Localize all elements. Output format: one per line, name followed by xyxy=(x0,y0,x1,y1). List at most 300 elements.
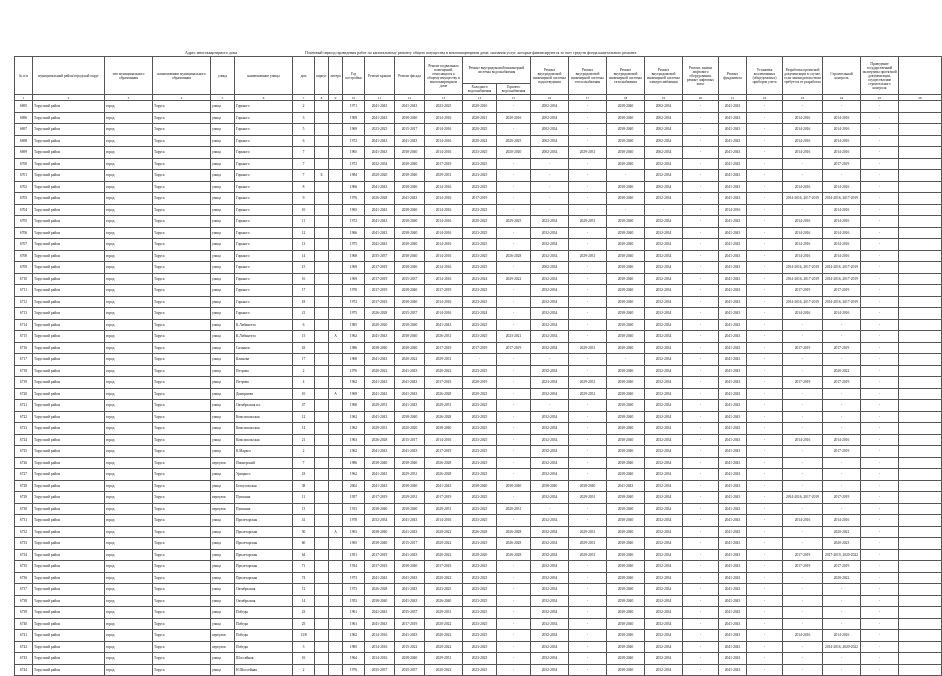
cell-meter: - xyxy=(747,492,783,504)
cell-heat: - xyxy=(569,296,607,308)
cell-gvs: - xyxy=(497,124,531,136)
cell-power: 2032-2034 xyxy=(645,653,683,665)
cell-hvs: 2023-2025 xyxy=(463,250,497,262)
cell-extra xyxy=(899,400,942,412)
cell-type: город xyxy=(105,285,153,297)
cell-control: 2014-2016 xyxy=(823,147,861,159)
cell-st: улица xyxy=(211,227,235,239)
cell-locality: Таруса xyxy=(153,227,211,239)
cell-type: город xyxy=(105,204,153,216)
cell-lit xyxy=(329,434,343,446)
cell-expert: - xyxy=(861,584,899,596)
cell-district: Тарусский район xyxy=(33,216,105,228)
cell-extra xyxy=(899,457,942,469)
cell-no: 6698 xyxy=(15,135,33,147)
cell-extra xyxy=(899,572,942,584)
cell-basement: 2026-2028 xyxy=(425,388,463,400)
cell-locality: Таруса xyxy=(153,124,211,136)
cell-gas: 2038-2040 xyxy=(607,296,645,308)
cell-street: Октябрьская xyxy=(235,584,293,596)
cell-gas: 2038-2040 xyxy=(607,112,645,124)
cell-bld xyxy=(315,641,329,653)
cell-lit xyxy=(329,492,343,504)
cell-bld xyxy=(315,572,329,584)
cell-design: - xyxy=(783,538,823,550)
cell-meter: - xyxy=(747,480,783,492)
cell-gas: 2038-2040 xyxy=(607,158,645,170)
cell-basement: 2020-2022 xyxy=(425,526,463,538)
cell-lit xyxy=(329,664,343,676)
cell-basement: 2020-2022 xyxy=(425,572,463,584)
cell-facade: 2041-2043 xyxy=(395,101,425,113)
cell-type: город xyxy=(105,354,153,366)
cell-roof: 2041-2043 xyxy=(365,388,395,400)
cell-gas: 2038-2040 xyxy=(607,388,645,400)
cell-house: 3 xyxy=(293,112,315,124)
cell-lit xyxy=(329,503,343,515)
cell-extra xyxy=(899,227,942,239)
cell-lit xyxy=(329,423,343,435)
cell-facade: 2041-2043 xyxy=(395,572,425,584)
table-row xyxy=(15,653,942,665)
cell-bld xyxy=(315,135,329,147)
table-row xyxy=(15,503,942,515)
cell-lit xyxy=(329,158,343,170)
cell-gvs: - xyxy=(497,595,531,607)
table-row xyxy=(15,561,942,573)
cell-drain: 2032-2034 xyxy=(531,342,569,354)
cell-type: город xyxy=(105,365,153,377)
cell-heat: - xyxy=(569,101,607,113)
cell-bld xyxy=(315,630,329,642)
cell-basement: 2014-2016 xyxy=(425,135,463,147)
cell-gas: 2038-2040 xyxy=(607,319,645,331)
cell-gvs: - xyxy=(497,572,531,584)
cell-drain: 2002-2034 xyxy=(531,112,569,124)
cell-expert: - xyxy=(861,515,899,527)
cell-house: 2 xyxy=(293,446,315,458)
cell-design: 2014-2016 xyxy=(783,630,823,642)
cell-type: город xyxy=(105,112,153,124)
cell-gvs: - xyxy=(497,377,531,389)
cell-year: 1978 xyxy=(343,515,365,527)
cell-heat: - xyxy=(569,630,607,642)
cell-street: Горького xyxy=(235,147,293,159)
cell-meter: - xyxy=(747,170,783,182)
cell-st: улица xyxy=(211,400,235,412)
cell-no: 6741 xyxy=(15,630,33,642)
cell-expert: - xyxy=(861,630,899,642)
cell-facade: 2038-2040 xyxy=(395,158,425,170)
cell-bld xyxy=(315,400,329,412)
cell-district: Тарусский район xyxy=(33,135,105,147)
cell-gvs: - xyxy=(497,204,531,216)
cell-drain: - xyxy=(531,204,569,216)
cell-foundation: 2041-2043 xyxy=(719,446,747,458)
cell-year: 1968 xyxy=(343,354,365,366)
cell-street: Горького xyxy=(235,216,293,228)
cell-meter: - xyxy=(747,319,783,331)
cell-gas: 2038-2040 xyxy=(607,377,645,389)
cell-st: улица xyxy=(211,480,235,492)
cell-roof: 2020-2022 xyxy=(365,365,395,377)
cell-type: город xyxy=(105,273,153,285)
cell-expert: - xyxy=(861,607,899,619)
cell-type: город xyxy=(105,227,153,239)
cell-heat: - xyxy=(569,273,607,285)
cell-basement: 2029-2031 xyxy=(425,170,463,182)
cell-design: - xyxy=(783,354,823,366)
cell-st: улица xyxy=(211,595,235,607)
cell-lift: - xyxy=(683,124,719,136)
cell-extra xyxy=(899,193,942,205)
cell-extra xyxy=(899,331,942,343)
header-street: наименование улицы xyxy=(235,57,293,95)
cell-extra xyxy=(899,147,942,159)
cell-no: 6708 xyxy=(15,250,33,262)
header-cold-water: Холодного водоснабжения xyxy=(463,84,497,95)
cell-foundation: 2041-2043 xyxy=(719,584,747,596)
cell-heat: 2029-2031 xyxy=(569,388,607,400)
cell-hvs: 2023-2025 xyxy=(463,411,497,423)
cell-roof: 2038-2040 xyxy=(365,595,395,607)
cell-expert: - xyxy=(861,273,899,285)
cell-drain: 2032-2034 xyxy=(531,227,569,239)
cell-locality: Таруса xyxy=(153,308,211,320)
cell-extra xyxy=(899,285,942,297)
cell-lift: - xyxy=(683,503,719,515)
cell-foundation: 2041-2043 xyxy=(719,549,747,561)
table-row xyxy=(15,273,942,285)
cell-locality: Таруса xyxy=(153,446,211,458)
cell-meter: - xyxy=(747,147,783,159)
cell-roof: 2041-2043 xyxy=(365,204,395,216)
cell-roof: 2041-2043 xyxy=(365,446,395,458)
header-control: Строительный контроль xyxy=(823,57,861,95)
table-row xyxy=(15,457,942,469)
cell-lift: - xyxy=(683,377,719,389)
cell-year: 1972 xyxy=(343,158,365,170)
cell-control: - xyxy=(823,423,861,435)
cell-power: 2032-2034 xyxy=(645,273,683,285)
cell-year: 1962 xyxy=(343,630,365,642)
cell-lift: - xyxy=(683,515,719,527)
cell-foundation: 2041-2043 xyxy=(719,273,747,285)
cell-extra xyxy=(899,158,942,170)
cell-year: 1970 xyxy=(343,285,365,297)
cell-facade: 2038-2040 xyxy=(395,653,425,665)
cell-gvs: - xyxy=(497,469,531,481)
cell-bld xyxy=(315,618,329,630)
cell-heat: - xyxy=(569,365,607,377)
cell-hvs: 2023-2025 xyxy=(463,618,497,630)
cell-gas: 2038-2040 xyxy=(607,503,645,515)
cell-power: 2032-2034 xyxy=(645,342,683,354)
cell-locality: Таруса xyxy=(153,377,211,389)
cell-drain: 2032-2034 xyxy=(531,595,569,607)
cell-foundation: 2041-2043 xyxy=(719,423,747,435)
cell-power: 2032-2034 xyxy=(645,354,683,366)
cell-heat: - xyxy=(569,561,607,573)
table-row xyxy=(15,308,942,320)
cell-lit xyxy=(329,549,343,561)
cell-lit xyxy=(329,147,343,159)
cell-street: Горького xyxy=(235,101,293,113)
cell-foundation: 2041-2043 xyxy=(719,377,747,389)
cell-gvs: - xyxy=(497,607,531,619)
table-row xyxy=(15,354,942,366)
cell-year: 1972 xyxy=(343,135,365,147)
cell-lit xyxy=(329,572,343,584)
cell-control: 2020-2022 xyxy=(823,526,861,538)
cell-heat: - xyxy=(569,204,607,216)
cell-locality: Таруса xyxy=(153,158,211,170)
cell-control: 2014-2016 xyxy=(823,227,861,239)
cell-control: - xyxy=(823,354,861,366)
cell-control: 2014-2016, 2017-2019 xyxy=(823,273,861,285)
cell-control: 2017-2019 xyxy=(823,158,861,170)
cell-type: город xyxy=(105,618,153,630)
cell-power: 2032-2034 xyxy=(645,618,683,630)
cell-basement: 2017-2019 xyxy=(425,285,463,297)
cell-lit xyxy=(329,469,343,481)
cell-hvs: 2023-2025 xyxy=(463,181,497,193)
cell-gas: 2038-2040 xyxy=(607,538,645,550)
cell-hvs: 2023-2025 xyxy=(463,641,497,653)
cell-year: 1962 xyxy=(343,331,365,343)
cell-foundation: 2041-2043 xyxy=(719,170,747,182)
cell-foundation: 2041-2043 xyxy=(719,250,747,262)
cell-drain: 2002-2034 xyxy=(531,147,569,159)
cell-lift: - xyxy=(683,434,719,446)
table-row xyxy=(15,331,942,343)
cell-control: 2014-2016 xyxy=(823,181,861,193)
cell-bld xyxy=(315,584,329,596)
cell-gas: 2038-2040 xyxy=(607,584,645,596)
cell-gvs: 2017-2019 xyxy=(497,342,531,354)
cell-bld xyxy=(315,308,329,320)
cell-street: Пушкина xyxy=(235,492,293,504)
cell-no: 6719 xyxy=(15,377,33,389)
cell-gvs: - xyxy=(497,561,531,573)
cell-locality: Таруса xyxy=(153,273,211,285)
cell-extra xyxy=(899,538,942,550)
table-row xyxy=(15,538,942,550)
cell-street: Горького xyxy=(235,250,293,262)
cell-no: 6709 xyxy=(15,262,33,274)
cell-roof: 2041-2043 xyxy=(365,607,395,619)
cell-roof: 2029-2031 xyxy=(365,423,395,435)
cell-house: 2 xyxy=(293,101,315,113)
cell-locality: Таруса xyxy=(153,480,211,492)
cell-no: 6711 xyxy=(15,285,33,297)
cell-foundation: 2041-2043 xyxy=(719,618,747,630)
cell-gvs: - xyxy=(497,423,531,435)
cell-heat: 2029-2031 xyxy=(569,250,607,262)
cell-control: 2014-2016 xyxy=(823,515,861,527)
cell-type: город xyxy=(105,480,153,492)
cell-facade: 2038-2040 xyxy=(395,112,425,124)
cell-control: 2014-2016, 2020-2022 xyxy=(823,641,861,653)
cell-house: 12 xyxy=(293,411,315,423)
cell-expert: - xyxy=(861,664,899,676)
cell-year: 1957 xyxy=(343,492,365,504)
cell-street: Горького xyxy=(235,227,293,239)
cell-hvs: 2023-2025 xyxy=(463,239,497,251)
cell-drain: - xyxy=(531,158,569,170)
cell-locality: Таруса xyxy=(153,296,211,308)
cell-extra xyxy=(899,549,942,561)
cell-locality: Таруса xyxy=(153,630,211,642)
cell-lit: А xyxy=(329,526,343,538)
cell-roof: 2023-2025 xyxy=(365,124,395,136)
cell-roof: 2041-2043 xyxy=(365,618,395,630)
cell-bld xyxy=(315,469,329,481)
cell-drain: 2032-2034 xyxy=(531,273,569,285)
cell-roof: 2014-2016 xyxy=(365,653,395,665)
cell-foundation: 2041-2043 xyxy=(719,411,747,423)
cell-power: 2032-2034 xyxy=(645,285,683,297)
header-foundation: Ремонт фундамента xyxy=(719,57,747,95)
cell-gas: 2038-2040 xyxy=(607,239,645,251)
cell-power: 2002-2034 xyxy=(645,147,683,159)
cell-year: 1985 xyxy=(343,319,365,331)
cell-year: 1972 xyxy=(343,296,365,308)
cell-power: 2032-2034 xyxy=(645,170,683,182)
cell-gvs: - xyxy=(497,411,531,423)
cell-design: - xyxy=(783,595,823,607)
cell-district: Тарусский район xyxy=(33,158,105,170)
cell-lift: - xyxy=(683,319,719,331)
cell-drain: 2032-2034 xyxy=(531,446,569,458)
cell-gas: 2038-2040 xyxy=(607,193,645,205)
cell-type: город xyxy=(105,561,153,573)
cell-hvs: 2023-2025 xyxy=(463,365,497,377)
cell-drain: 2032-2034 xyxy=(531,308,569,320)
header-hot-water: Горячего водоснабжения xyxy=(497,84,531,95)
cell-drain: 2032-2034 xyxy=(531,365,569,377)
cell-facade: 2017-2019 xyxy=(395,618,425,630)
cell-lift: - xyxy=(683,607,719,619)
cell-lit xyxy=(329,308,343,320)
cell-lit xyxy=(329,239,343,251)
cell-basement: 2014-2016 xyxy=(425,239,463,251)
cell-basement: 2014-2016 xyxy=(425,147,463,159)
cell-facade: 2041-2043 xyxy=(395,584,425,596)
cell-roof: 2041-2043 xyxy=(365,112,395,124)
cell-bld xyxy=(315,457,329,469)
cell-district: Тарусский район xyxy=(33,469,105,481)
cell-facade: 2041-2043 xyxy=(395,515,425,527)
cell-power: - xyxy=(645,204,683,216)
cell-control: 2014-2016 xyxy=(823,135,861,147)
cell-street: Горького xyxy=(235,273,293,285)
cell-street: К.Маркса xyxy=(235,446,293,458)
cell-lift: - xyxy=(683,112,719,124)
cell-design: 2014-2016 xyxy=(783,135,823,147)
cell-heat: 2029-2031 xyxy=(569,342,607,354)
cell-heat: - xyxy=(569,193,607,205)
cell-lift: - xyxy=(683,400,719,412)
cell-lit: А xyxy=(329,331,343,343)
cell-heat: 2029-2031 xyxy=(569,526,607,538)
cell-design: 2014-2016 xyxy=(783,112,823,124)
cell-lift: - xyxy=(683,469,719,481)
cell-foundation: 2041-2043 xyxy=(719,285,747,297)
cell-locality: Таруса xyxy=(153,101,211,113)
cell-design: - xyxy=(783,526,823,538)
cell-bld xyxy=(315,388,329,400)
cell-gvs: - xyxy=(497,101,531,113)
cell-house: 41 xyxy=(293,515,315,527)
cell-hvs: 2017-2019 xyxy=(463,342,497,354)
cell-lit xyxy=(329,607,343,619)
cell-foundation: 2041-2043 xyxy=(719,400,747,412)
cell-roof: 2038-2040 xyxy=(365,342,395,354)
cell-basement: 2014-2016 xyxy=(425,273,463,285)
cell-no: 6723 xyxy=(15,423,33,435)
cell-hvs: 2020-2019 xyxy=(463,377,497,389)
cell-bld xyxy=(315,365,329,377)
cell-facade: 2038-2040 xyxy=(395,204,425,216)
cell-type: город xyxy=(105,641,153,653)
header-district: муниципальный район/городской округ xyxy=(33,57,105,95)
cell-power: 2032-2034 xyxy=(645,607,683,619)
cell-type: город xyxy=(105,549,153,561)
cell-power: 2002-2034 xyxy=(645,112,683,124)
cell-expert: - xyxy=(861,653,899,665)
cell-extra xyxy=(899,101,942,113)
cell-expert: - xyxy=(861,308,899,320)
cell-meter: - xyxy=(747,515,783,527)
cell-bld xyxy=(315,250,329,262)
cell-design: - xyxy=(783,503,823,515)
cell-expert: - xyxy=(861,411,899,423)
cell-st: улица xyxy=(211,434,235,446)
cell-basement: 2029-2031 xyxy=(425,354,463,366)
cell-street: Горького xyxy=(235,296,293,308)
cell-district: Тарусский район xyxy=(33,572,105,584)
cell-design: - xyxy=(783,365,823,377)
cell-bld xyxy=(315,503,329,515)
cell-drain: 2032-2034 xyxy=(531,641,569,653)
cell-no: 6736 xyxy=(15,572,33,584)
cell-locality: Таруса xyxy=(153,549,211,561)
cell-year: 1986 xyxy=(343,457,365,469)
cell-lit xyxy=(329,446,343,458)
cell-meter: - xyxy=(747,653,783,665)
cell-st: улица xyxy=(211,618,235,630)
cell-extra xyxy=(899,423,942,435)
cell-drain: 2002-2034 xyxy=(531,101,569,113)
cell-street: Горького xyxy=(235,204,293,216)
cell-control: 2014-2016, 2017-2019 xyxy=(823,296,861,308)
cell-basement: 2014-2016 xyxy=(425,250,463,262)
cell-year: 1969 xyxy=(343,262,365,274)
cell-house: 18 xyxy=(293,469,315,481)
cell-meter: - xyxy=(747,135,783,147)
cell-meter: - xyxy=(747,526,783,538)
cell-power: 2032-2034 xyxy=(645,331,683,343)
cell-bld xyxy=(315,607,329,619)
cell-drain: 2032-2034 xyxy=(531,492,569,504)
cell-lift: - xyxy=(683,101,719,113)
cell-lit xyxy=(329,273,343,285)
cell-meter: - xyxy=(747,204,783,216)
cell-control: - xyxy=(823,503,861,515)
cell-hvs: 2023-2025 xyxy=(463,170,497,182)
cell-drain: 2032-2034 xyxy=(531,239,569,251)
